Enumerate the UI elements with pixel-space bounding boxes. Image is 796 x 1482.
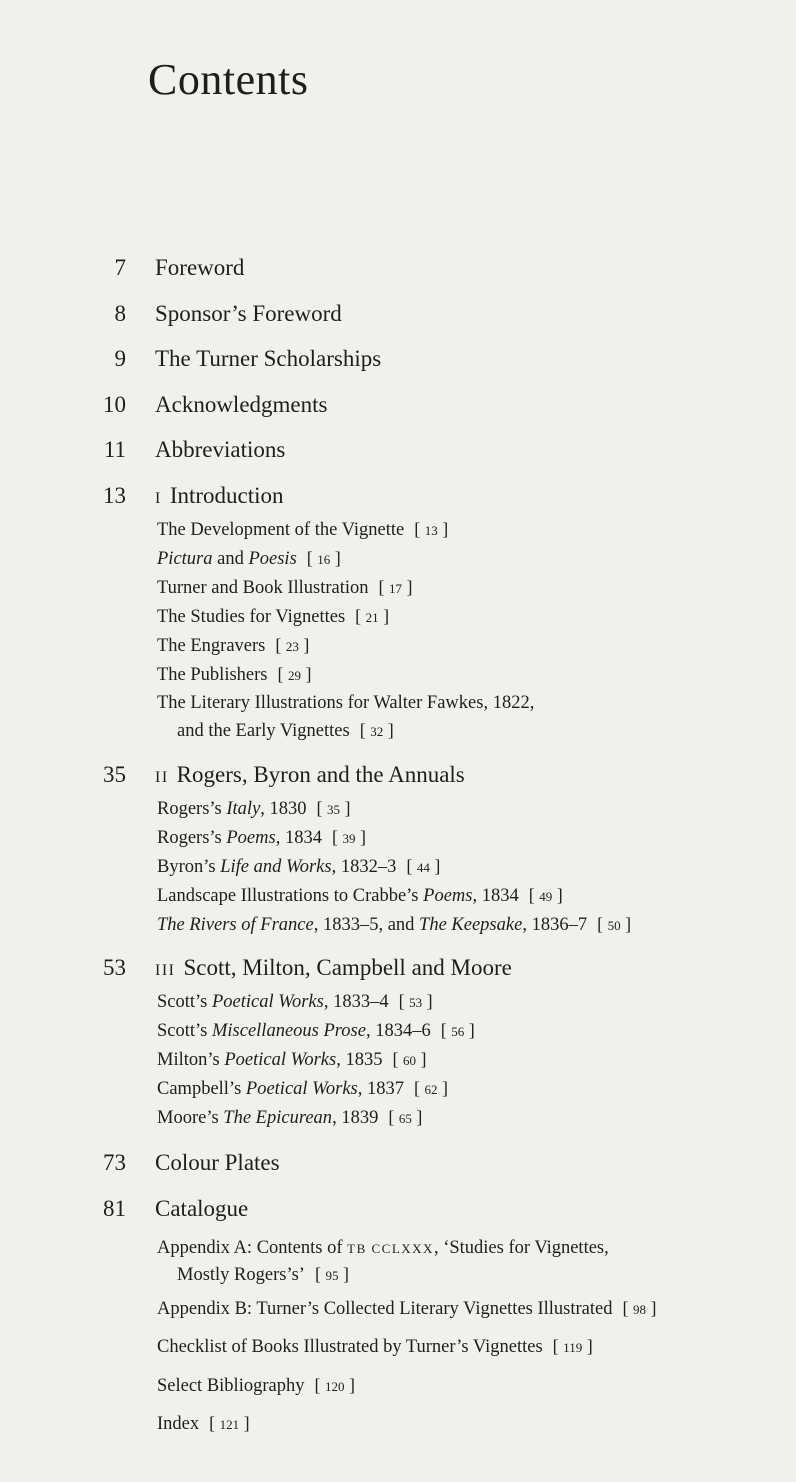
toc-title: Sponsor’s Foreword — [155, 301, 342, 326]
page-ref: [ 17 ] — [378, 577, 413, 597]
appendix-entry-continued: Mostly Rogers’s’ [ 95 ] — [177, 1264, 349, 1285]
appendix-entry: Appendix B: Turner’s Collected Literary Vignettes Illustrated [ 98 ] — [157, 1298, 657, 1319]
page-ref: [ 44 ] — [406, 856, 441, 876]
chapter-title: I Introduction — [155, 483, 284, 508]
section-entry: Rogers’s Poems, 1834 [ 39 ] — [157, 827, 366, 848]
chapter-title: III Scott, Milton, Campbell and Moore — [155, 955, 512, 980]
page-ref: [ 50 ] — [597, 914, 632, 934]
page-ref: [ 121 ] — [209, 1413, 250, 1433]
toc-page-number: 11 — [103, 437, 126, 462]
page-ref: [ 16 ] — [306, 548, 341, 568]
page-title: Contents — [148, 55, 309, 104]
section-entry-continued: and the Early Vignettes [ 32 ] — [177, 720, 394, 741]
page-ref: [ 23 ] — [275, 635, 310, 655]
section-entry: Pictura and Poesis [ 16 ] — [157, 548, 341, 569]
page-ref: [ 35 ] — [316, 798, 351, 818]
page-ref: [ 49 ] — [528, 885, 563, 905]
section-entry: The Studies for Vignettes [ 21 ] — [157, 606, 390, 627]
page-ref: [ 98 ] — [622, 1298, 657, 1318]
toc-page-number: 7 — [114, 255, 126, 280]
section-entry: Scott’s Poetical Works, 1833–4 [ 53 ] — [157, 991, 433, 1012]
bibliography-entry: Select Bibliography [ 120 ] — [157, 1375, 355, 1396]
chapter-numeral: II — [155, 769, 169, 786]
chapter-title: II Rogers, Byron and the Annuals — [155, 762, 465, 787]
page-ref: [ 60 ] — [392, 1049, 427, 1069]
section-entry: Campbell’s Poetical Works, 1837 [ 62 ] — [157, 1078, 448, 1099]
section-entry: Scott’s Miscellaneous Prose, 1834–6 [ 56 ] — [157, 1020, 475, 1041]
toc-page-number: 8 — [114, 301, 126, 326]
section-entry: Moore’s The Epicurean, 1839 [ 65 ] — [157, 1107, 423, 1128]
appendix-entry: Appendix A: Contents of TB CCLXXX, ‘Studies for Vignettes, — [157, 1238, 609, 1258]
toc-page-number: 13 — [103, 483, 126, 508]
section-entry: The Literary Illustrations for Walter Fawkes, 1822, — [157, 693, 535, 713]
toc-title: The Turner Scholarships — [155, 346, 382, 371]
toc-page-number: 73 — [103, 1150, 126, 1175]
page-ref: [ 13 ] — [414, 519, 449, 539]
chapter-numeral: I — [155, 490, 162, 507]
toc-page-number: 9 — [114, 346, 126, 371]
page-ref: [ 120 ] — [314, 1375, 355, 1395]
toc-title: Abbreviations — [155, 437, 286, 462]
page-ref: [ 56 ] — [440, 1020, 475, 1040]
page-ref: [ 53 ] — [398, 991, 433, 1011]
page-ref: [ 95 ] — [314, 1264, 349, 1284]
toc-page-number: 81 — [103, 1196, 126, 1221]
page-ref: [ 32 ] — [359, 720, 394, 740]
toc-title: Colour Plates — [155, 1150, 280, 1175]
page-ref: [ 62 ] — [414, 1078, 448, 1098]
section-entry: Landscape Illustrations to Crabbe’s Poems, 1834 [ 49 ] — [157, 885, 563, 906]
section-entry: The Rivers of France, 1833–5, and The Keepsake, 1836–7 [ 50 ] — [157, 914, 632, 935]
page-ref: [ 39 ] — [331, 827, 366, 847]
toc-page-number: 35 — [103, 762, 126, 787]
page-ref: [ 29 ] — [277, 664, 312, 684]
section-entry: The Development of the Vignette [ 13 ] — [157, 519, 449, 540]
toc-title: Acknowledgments — [155, 392, 328, 417]
toc-page-number: 10 — [103, 392, 126, 417]
page-ref: [ 21 ] — [355, 606, 390, 626]
section-entry: Milton’s Poetical Works, 1835 [ 60 ] — [157, 1049, 427, 1070]
section-entry: The Engravers [ 23 ] — [157, 635, 310, 656]
section-entry: Byron’s Life and Works, 1832–3 [ 44 ] — [157, 856, 441, 877]
chapter-numeral: III — [155, 962, 176, 979]
index-entry: Index [ 121 ] — [157, 1413, 250, 1434]
checklist-entry: Checklist of Books Illustrated by Turner’s Vignettes [ 119 ] — [157, 1336, 593, 1357]
section-entry: Rogers’s Italy, 1830 [ 35 ] — [157, 798, 351, 819]
section-entry: Turner and Book Illustration [ 17 ] — [157, 577, 413, 598]
section-entry: The Publishers [ 29 ] — [157, 664, 312, 685]
page-ref: [ 119 ] — [552, 1336, 593, 1356]
toc-page-number: 53 — [103, 955, 126, 980]
toc-title: Catalogue — [155, 1196, 249, 1221]
toc-title: Foreword — [155, 255, 245, 280]
page-ref: [ 65 ] — [388, 1107, 423, 1127]
